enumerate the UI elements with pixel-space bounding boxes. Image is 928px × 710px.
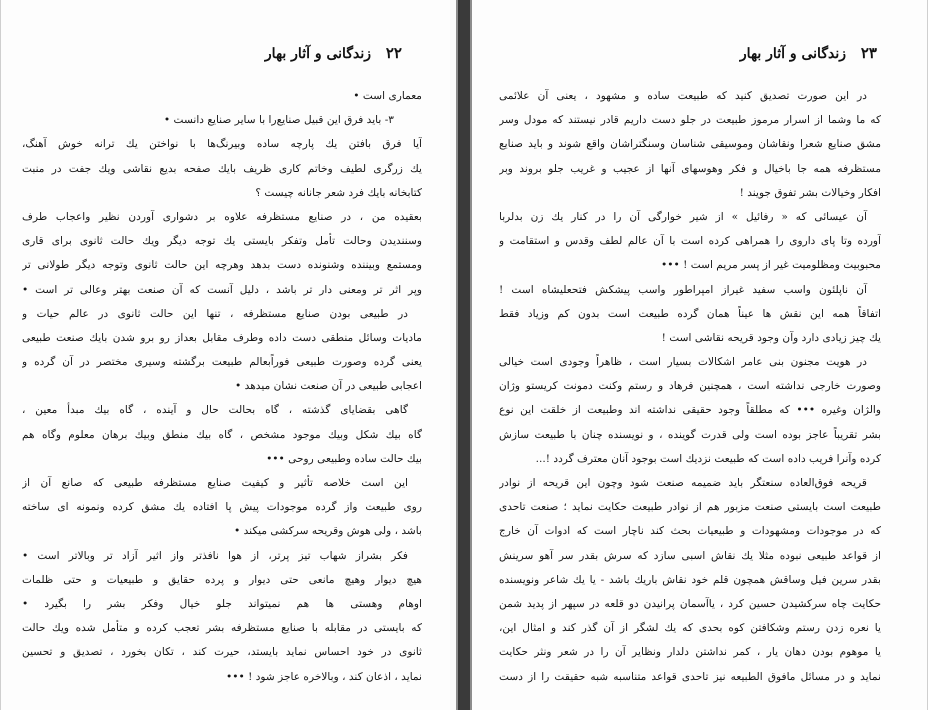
text-line: ومستمع وبیننده وشنونده دست بدهد وهرچه این حالت ثانوی وتوجه دیگر طولانی تر (22, 259, 422, 272)
left-page-header (265, 44, 402, 66)
text-line: یا موهوم بودن دهان یار ، کمر نداشتن دلدار ونظایر آن را در شعر ونثر حکایت (499, 646, 881, 659)
text-line: افکار وخیالات بشر تفوق جویند ! (739, 186, 881, 199)
gutter-edge-left (456, 0, 458, 710)
right-page (472, 0, 928, 710)
left-page (0, 0, 456, 710)
text-line: آیا فرق بافتن یك پارچه ساده وبیرنگ‌ها با نواختن یك ترانه خوش آهنگ، (22, 138, 422, 151)
text-line: طبیعت است بایستی صنعت مزبور هم از نوادر طبیعت حکایت نماید ؛ صنعت تاحدی (499, 501, 881, 514)
text-line: نماید و در مسائل مافوق الطبیعه نیز تاحدی قواعد متناسبه شبه حقیقت را از دست (499, 670, 881, 683)
text-line: که ما وشما از اسرار مرموز طبیعت در جلو دست داریم قادر نیستند که مودل وسر (499, 114, 881, 127)
text-line: باشد ، ولی هوش وقریحه سرکشی میکند • (233, 525, 422, 538)
text-line: مشق صنایع شعرا ونقاشان وموسیقی شناسان وسنگتراشان واقع شوند و باید صنایع (499, 138, 881, 151)
text-line: معماری است • (353, 90, 422, 102)
text-line: آورده وتا پای داروی را همراهی کرده است با آن عالم لطف وقدس و استقامت و (499, 235, 881, 248)
text-line: اعجابی طبیعی در آن صنعت نشان میدهد • (235, 380, 422, 393)
text-line: وپر اثر تر ومعنی دار تر باشد ، دلیل آنست که آن صنعت بهتر وعالی تر است • (22, 283, 422, 296)
text-line: اوهام وهستی ها هم نمیتواند جلو خیال وفکر بشر را بگیرد • (22, 597, 422, 610)
text-line: گاهی بقضایای گذشته ، گاه بحالت حال و آینده ، گاه بیك مبدأ معین ، (22, 404, 408, 417)
text-line: نماید ، اذعان کند ، وبالاخره عاجز شود ! ••• (225, 670, 422, 683)
text-line: که بایستی در مقابله با صنایع مستظرفه بشر تعجب کرده و متأمل شده ویك حالت (22, 622, 422, 635)
left-page-text (22, 84, 422, 689)
text-line: ثانوی در خود احساس نماید بایستد، حیرت کند ، تکان بخورد ، تصدیق و تحسین (22, 646, 422, 659)
text-line: آن ناپلئون واسب سفید غیراز امپراطور واسب پیشکش فتحعلیشاه است ! (499, 283, 867, 296)
text-line: قریحه فوق‌العاده سنعتگر باید ضمیمه صنعت شود وچون این قریحه از نوادر (499, 477, 867, 489)
text-line: این است خلاصه تأثیر و کیفیت صنایع مستظرفه طبیعی که صانع آن از (22, 477, 408, 489)
text-line: حکایت چاه سرکشیدن حسین کرد ، یاآسمان پرانیدن دو قلعه در سپهر از پدید شمن (499, 597, 881, 610)
text-line: اتفاقاً همه این نقش ها عیناً همان گرده طبیعت است بدون کم وزیاد فقط (499, 307, 881, 320)
text-line: یك زرگری لطیف وخاتم کاری ظریف بایك صفحه بدیع نقاشی ویك جفت در منبت (22, 162, 422, 175)
text-line: والژان وغیره ••• که مطلقاً وجود حقیقی نداشته اند وطبیعت از خلقت این نوع (499, 404, 881, 417)
text-line: از قواعد طبیعی نبوده مثلا یك نقاش اسبی سازد که سرش بقدر سر آهو سرینش (499, 549, 881, 562)
text-line: یا نعره زدن رستم وشکافتن کوه بحدی که یك لشگر از آن گذر کند و امثال این، (499, 622, 881, 635)
text-line: مادیات وسائل منطقی دست داده وطرف مقابل بعداز رو برو شدن بایك صنعت طبیعی (22, 331, 422, 344)
text-line: در این صورت تصدیق کنید که طبیعت ساده و مشهود ، یعنی آن علائمی (499, 90, 867, 102)
text-line: در طبیعی بودن صنایع مستظرفه ، تنها این حالت ثانوی در عالم حیات و (22, 307, 408, 320)
text-line: که در موجودات ومشهودات و طبیعیات بحث کند ناچار است که ادوات آن خارج (499, 525, 881, 538)
text-line: وسنندیدن وحالت تأمل وتفکر بایستی یك توجه دیگر ویك حالت ثانوی برای قاری (22, 235, 422, 248)
right-page-header (740, 44, 877, 66)
text-line: بعقیده من ، در صنایع مستظرفه علاوه بر دشواری آوردن نظیر واعجاب طرف (22, 210, 422, 223)
text-line: بقدر سرین فیل وساقش همچون قلم خود نقاش باریك باشد - یا یك شاعر ونویسنده (499, 573, 881, 586)
text-line: یك چیز زیادی دارد وآن وجود قریحه نقاشی است ! (661, 331, 881, 344)
text-line: در هویت مجنون بنی عامر اشکالات بسیار است ، ظاهراً وجودی است خیالی (499, 356, 867, 369)
text-line: کرده وآنرا فریب داده است که طبیعت نزدیك است بوجود آنان معترف گردد !... (535, 452, 881, 465)
text-line: ۳- باید فرق این قبیل صنایع‌را با سایر صنایع دانست • (163, 114, 394, 127)
left-page-number: ۲۲ (385, 44, 402, 62)
text-line: روی طبیعت واز گرده موجودات پیش پا افتاده یك مشق کرده ونمونه ای ساخته (22, 501, 422, 514)
text-line: کتابخانه بایك فرد شعر جانانه چیست ؟ (255, 186, 422, 199)
text-line: گاه بیك شکل وبیك موجود مشخص ، گاه بیك منطق وبیك برهان معلوم وگاه هم (22, 428, 422, 441)
text-line: محبوبیت ومظلومیت غیر از پسر مریم است ! ••• (660, 259, 881, 272)
text-line: بیك حالت ساده وطبیعی روحی ••• (266, 452, 422, 465)
text-line: بشر تقریباً عاجز بوده است ولی قدرت گوینده ، و نویسنده چنان با طبیعت سازش (499, 428, 881, 441)
text-line: هیچ دیوار وهیچ مانعی حتی دیوار و پرده حقایق و طبیعیات و حتی ظلمات (22, 573, 422, 586)
text-line: فکر بشراز شهاب تیز پرتر، از هوا نافذتر واز اثیر آزاد تر وبالاتر است • (22, 549, 408, 562)
text-line: آن عیسائی که « رفائیل » از شیر خوارگی آن را در کنار یك زن بدلربا (499, 210, 867, 223)
right-page-text (499, 84, 881, 689)
right-running-title: زندگانی و آثار بهار (739, 46, 846, 62)
text-line: مستظرفه همه جا باخیال و فکر وهوسهای آنها از عجیب و غریب جلو بروند وبر (499, 162, 881, 175)
text-line: وصورت خارجی نداشته است ، همچنین فرهاد و رستم وکنت دمونت کریستو وژان (499, 380, 881, 393)
book-gutter (456, 0, 472, 710)
text-line: یعنی گرده وصورت طبیعی فوراًبعالم طبیعت برگشته وسیری مختصر در آن گرده و (22, 356, 422, 369)
left-running-title: زندگانی و آثار بهار (264, 46, 371, 62)
right-page-number: ۲۳ (860, 44, 877, 62)
